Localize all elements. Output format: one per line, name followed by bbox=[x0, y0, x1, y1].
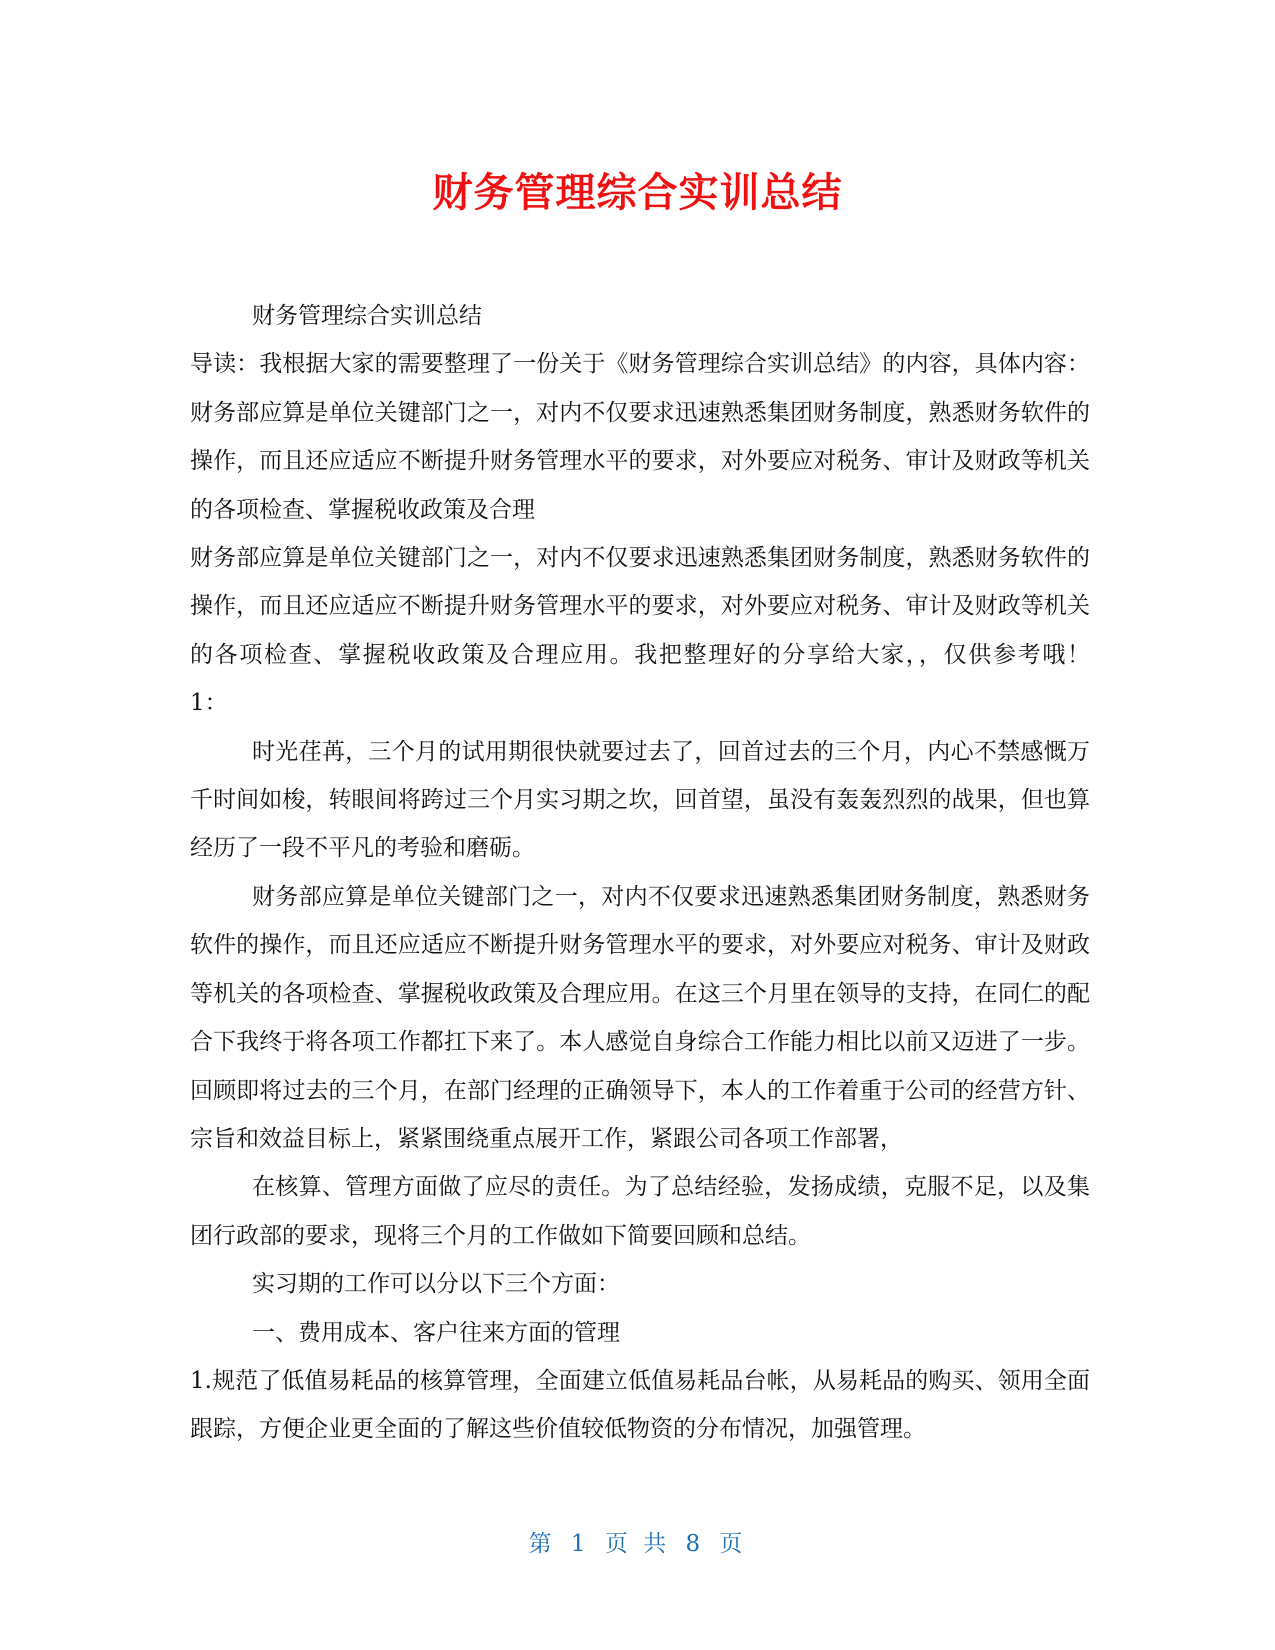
footer-current-page: 1 bbox=[570, 1531, 590, 1557]
footer-total-pages: 8 bbox=[685, 1531, 705, 1557]
footer-suffix: 页 bbox=[719, 1531, 747, 1557]
paragraph-aspects: 实习期的工作可以分以下三个方面： bbox=[252, 1271, 620, 1298]
footer-prefix: 第 bbox=[528, 1531, 556, 1557]
page-footer bbox=[0, 1528, 1275, 1560]
paragraph-reflection: 时光荏苒，三个月的试用期很快就要过去了，回首过去的三个月，内心不禁感慨万千时间如梭，转眼间将跨过三个月实习期之坎，回首望，虽没有轰轰烈烈的战果，但也算经历了一段不平凡的考验和磨砺。 bbox=[190, 738, 1090, 862]
paragraph-summary: 财务部应算是单位关键部门之一，对内不仅要求迅速熟悉集团财务制度，熟悉财务软件的操作，而且还应适应不断提升财务管理水平的要求，对外要应对税务、审计及财政等机关的各项检查、掌握税收政策及合理应用。我把整理好的分享给大家，，仅供参考哦！ 1： bbox=[190, 545, 1136, 717]
document-body bbox=[190, 292, 1136, 1454]
footer-middle: 页 共 bbox=[604, 1531, 671, 1557]
paragraph-department: 财务部应算是单位关键部门之一，对内不仅要求迅速熟悉集团财务制度，熟悉财务软件的操作，而且还应适应不断提升财务管理水平的要求，对外要应对税务、审计及财政等机关的各项检查、掌握税收政策及合理应用。在这三个月里在领导的支持，在同仁的配合下我终于将各项工作都扛下来了。本人感觉自身综合工作能力相比以前又迈进了一步。回顾即将过去的三个月，在部门经理的正确领导下，本人的工作着重于公司的经营方针、宗旨和效益目标上，紧紧围绕重点展开工作，紧跟公司各项工作部署， bbox=[190, 883, 1090, 1152]
document-title: 财务管理综合实训总结 bbox=[432, 170, 843, 216]
paragraph-accounting: 在核算、管理方面做了应尽的责任。为了总结经验，发扬成绩，克服不足，以及集团行政部的要求，现将三个月的工作做如下简要回顾和总结。 bbox=[190, 1174, 1090, 1249]
section-heading-1: 一、费用成本、客户往来方面的管理 bbox=[252, 1319, 620, 1346]
list-item-1: 1.规范了低值易耗品的核算管理，全面建立低值易耗品台帐，从易耗品的购买、领用全面跟踪，方便企业更全面的了解这些价值较低物资的分布情况，加强管理。 bbox=[190, 1367, 1090, 1443]
paragraph-intro: 导读：我根据大家的需要整理了一份关于《财务管理综合实训总结》的内容，具体内容：财务部应算是单位关键部门之一，对内不仅要求迅速熟悉集团财务制度，熟悉财务软件的操作，而且还应适应不断提升财务管理水平的要求，对外要应对税务、审计及财政等机关的各项检查、掌握税收政策及合理 bbox=[190, 351, 1090, 523]
paragraph-subtitle: 财务管理综合实训总结 bbox=[252, 303, 482, 329]
